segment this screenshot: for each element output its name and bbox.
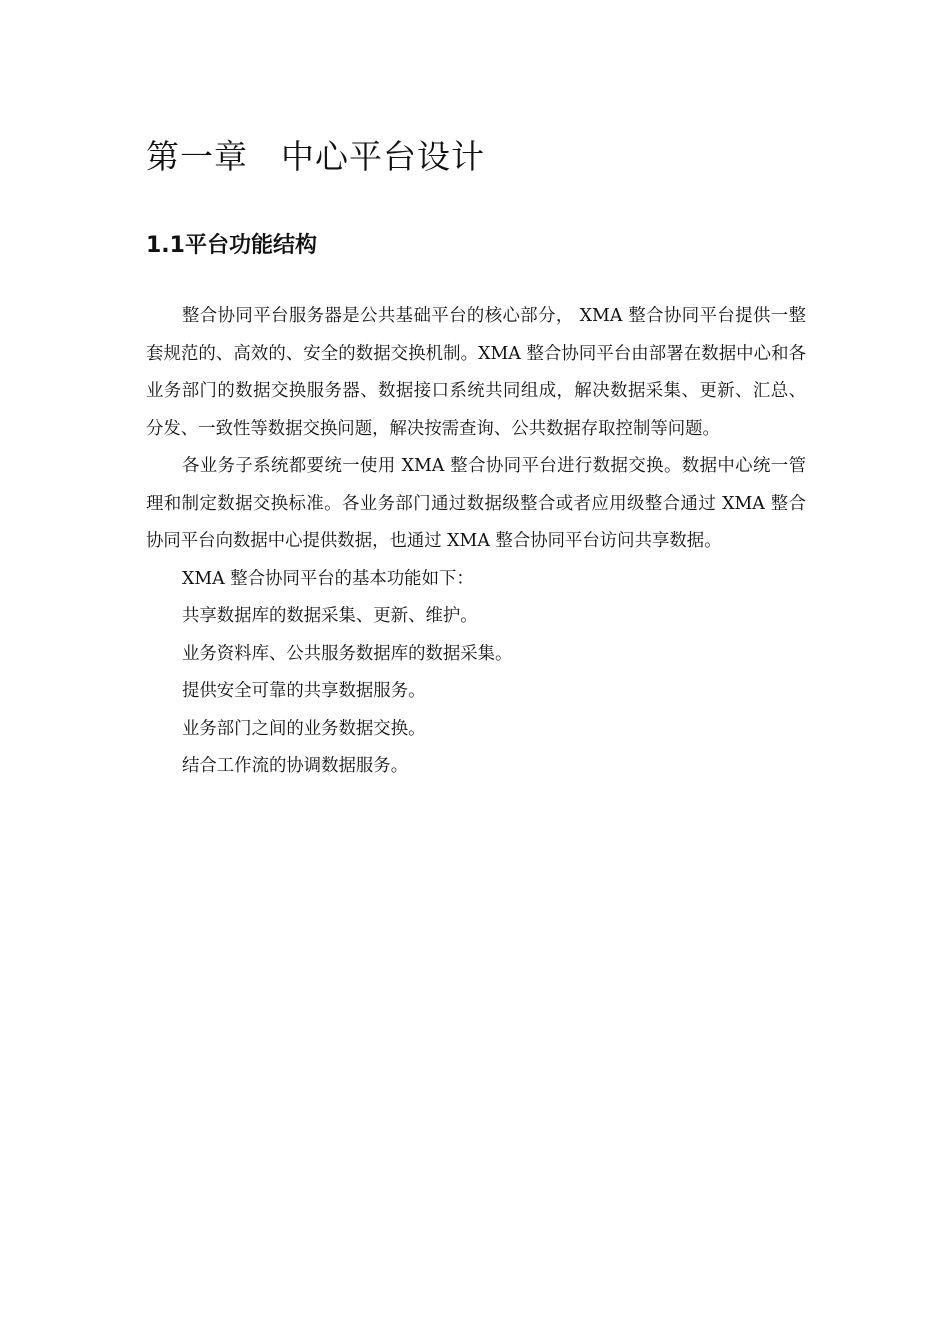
section-body [146, 298, 806, 786]
function-list-item: 共享数据库的数据采集、更新、维护。 [182, 606, 478, 626]
paragraph-platform-overview: 整合协同平台服务器是公共基础平台的核心部分， XMA 整合协同平台提供一整套规范的、高效的、安全的数据交换机制。XMA 整合协同平台由部署在数据中心和各业务部门的数据交换服务器、数据接口系统共同组成，解决数据采集、更新、汇总、分发、一致性等数据交换问题，解决按需查询、公共数据存取控制等问题。 [146, 306, 806, 439]
chapter-title: 中心平台设计 [281, 137, 485, 176]
chapter-number: 第一章 [146, 137, 248, 176]
function-list-item: 提供安全可靠的共享数据服务。 [182, 681, 426, 701]
function-list-item: 业务资料库、公共服务数据库的数据采集。 [182, 643, 513, 664]
paragraph-data-exchange-usage: 各业务子系统都要统一使用 XMA 整合协同平台进行数据交换。数据中心统一管理和制定数据交换标准。各业务部门通过数据级整合或者应用级整合通过 XMA 整合协同平台向数据中心提供数据，也通过 XMA 整合协同平台访问共享数据。 [146, 456, 806, 551]
paragraph-function-intro: XMA 整合协同平台的基本功能如下： [182, 568, 474, 589]
function-list-item: 结合工作流的协调数据服务。 [182, 756, 409, 776]
chapter-heading [146, 134, 485, 180]
function-list-item: 业务部门之间的业务数据交换。 [182, 718, 426, 739]
section-heading: 1.1平台功能结构 [146, 233, 317, 258]
